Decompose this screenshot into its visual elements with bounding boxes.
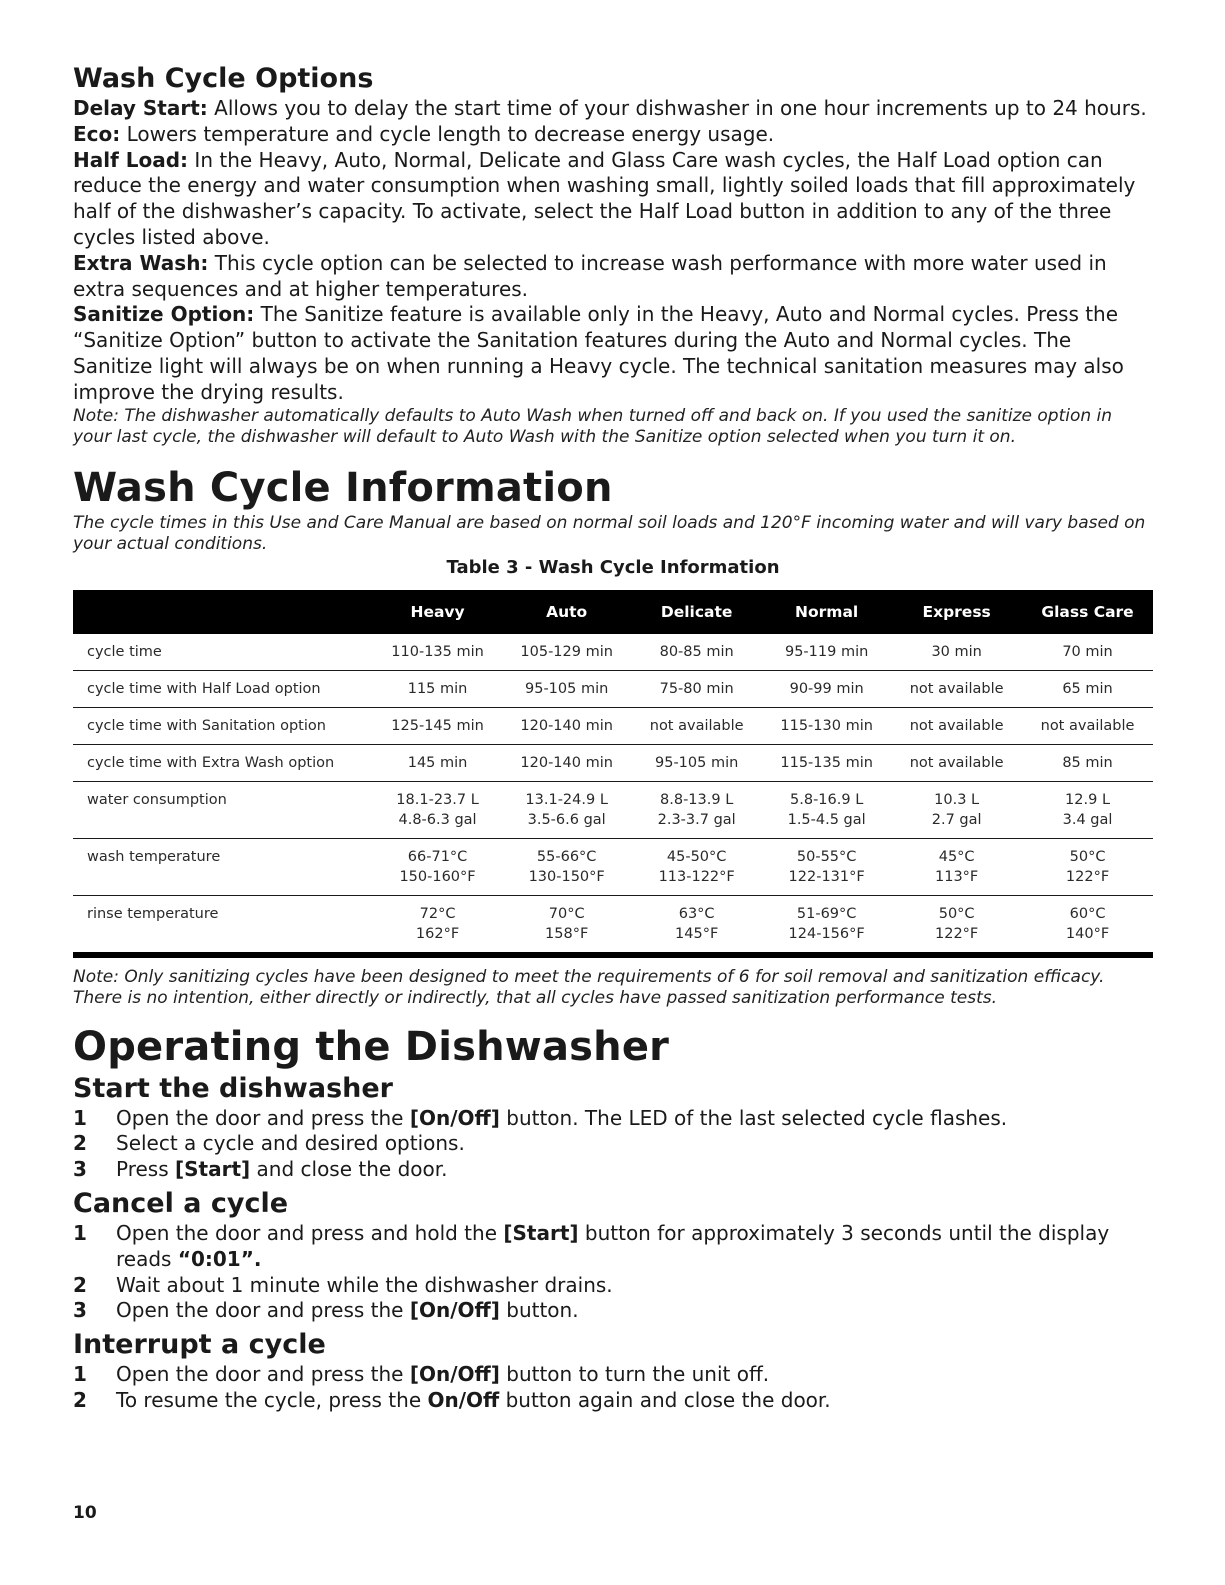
- cell-line: 3.4 gal: [1062, 811, 1113, 828]
- cell-line: 66-71°C: [407, 848, 468, 865]
- table-cell: 95-105 min: [502, 670, 631, 707]
- step-text: and close the door.: [250, 1157, 448, 1182]
- table-cell: 95-119 min: [762, 634, 891, 671]
- interrupt-steps: [73, 1362, 1153, 1414]
- row-label: cycle time with Sanitation option: [73, 707, 373, 744]
- option-label: Extra Wash:: [73, 250, 209, 275]
- step-number: 1: [73, 1220, 87, 1245]
- cell-line: 2.7 gal: [931, 811, 982, 828]
- table-cell: 115-130 min: [762, 707, 891, 744]
- cell-line: 70°C: [548, 905, 585, 922]
- table-cell: 65 min: [1022, 670, 1153, 707]
- step-number: 2: [73, 1272, 87, 1297]
- cell-line: 63°C: [678, 905, 715, 922]
- cell-line: 162°F: [415, 925, 460, 942]
- table-cell: 115-135 min: [762, 744, 891, 781]
- interrupt-heading: Interrupt a cycle: [73, 1329, 326, 1361]
- info-intro: The cycle times in this Use and Care Manual are based on normal soil loads and 120°F incoming water and will vary based on your actual conditions.: [73, 512, 1146, 555]
- row-label: wash temperature: [73, 838, 373, 895]
- step-item: [73, 1298, 1153, 1324]
- option-label: Sanitize Option:: [73, 302, 255, 327]
- step-item: [73, 1106, 1153, 1132]
- cell-line: 124-156°F: [788, 925, 865, 942]
- step-text: Open the door and press the: [116, 1362, 410, 1387]
- table-cell: 30 min: [891, 634, 1022, 671]
- table-cell: [373, 895, 502, 955]
- step-button-ref: [On/Off]: [409, 1362, 500, 1387]
- step-button-ref: [Start]: [503, 1220, 579, 1245]
- options-note: Note: The dishwasher automatically defaults to Auto Wash when turned off and back on. If you used the sanitize option in your last cycle, the dishwasher will default to Auto Wash with the Sanitize option selected when you turn it on.: [73, 405, 1113, 448]
- step-button-ref: On/Off: [427, 1387, 500, 1412]
- table-cell: [631, 895, 762, 955]
- step-button-ref: “0:01”.: [177, 1246, 262, 1271]
- cell-line: 72°C: [419, 905, 456, 922]
- step-number: 3: [73, 1157, 87, 1182]
- table-row: [73, 838, 1153, 895]
- step-item: [73, 1157, 1153, 1183]
- table-row: [73, 670, 1153, 707]
- table-cell: [502, 838, 631, 895]
- step-number: 1: [73, 1105, 87, 1130]
- option-text: In the Heavy, Auto, Normal, Delicate and Glass Care wash cycles, the Half Load option can reduce the energy and water consumption when washing small, lightly soiled loads that fill approximately half of the dishwasher’s capacity. To activate, select the Half Load button in addition to any of the three cycles listed above.: [73, 147, 1136, 249]
- delay-start-option: [73, 96, 1153, 122]
- table-caption: Table 3 - Wash Cycle Information: [446, 556, 780, 578]
- step-number: 2: [73, 1131, 87, 1156]
- cell-line: 145°F: [675, 925, 719, 942]
- table-row: [73, 634, 1153, 671]
- cell-line: 51-69°C: [796, 905, 857, 922]
- cell-line: 122°F: [935, 925, 979, 942]
- start-heading: Start the dishwasher: [73, 1072, 393, 1104]
- cell-line: 140°F: [1065, 925, 1110, 942]
- cell-line: 45°C: [938, 848, 975, 865]
- table-cell: [502, 895, 631, 955]
- table-cell: [373, 838, 502, 895]
- row-label: rinse temperature: [73, 895, 373, 955]
- wash-cycle-table: [73, 590, 1153, 958]
- cell-line: 2.3-3.7 gal: [657, 811, 736, 828]
- table-cell: not available: [891, 670, 1022, 707]
- table-cell: 145 min: [373, 744, 502, 781]
- cell-line: 8.8-13.9 L: [660, 791, 734, 808]
- table-cell: [891, 781, 1022, 838]
- half-load-option: [73, 148, 1153, 251]
- table-cell: [631, 781, 762, 838]
- step-item: [73, 1388, 1153, 1414]
- step-number: 2: [73, 1387, 87, 1412]
- cell-line: 122-131°F: [788, 868, 865, 885]
- row-label: cycle time with Extra Wash option: [73, 744, 373, 781]
- sanitize-option: [73, 302, 1153, 405]
- step-text: button again and close the door.: [499, 1387, 831, 1412]
- table-cell: not available: [1022, 707, 1153, 744]
- option-text: This cycle option can be selected to increase wash performance with more water used in extra sequences and at higher temperatures.: [73, 250, 1107, 301]
- option-label: Eco:: [73, 121, 121, 146]
- table-row: [73, 781, 1153, 838]
- table-row: [73, 744, 1153, 781]
- cancel-heading: Cancel a cycle: [73, 1187, 289, 1219]
- cell-line: 158°F: [545, 925, 589, 942]
- cell-line: 122°F: [1065, 868, 1110, 885]
- header-express: Express: [891, 590, 1022, 634]
- cell-line: 18.1-23.7 L: [396, 791, 479, 808]
- table-cell: [1022, 781, 1153, 838]
- cell-line: 113°F: [935, 868, 979, 885]
- option-label: Delay Start:: [73, 96, 208, 120]
- table-cell: 80-85 min: [631, 634, 762, 671]
- cell-line: 130-150°F: [528, 868, 605, 885]
- info-heading: Wash Cycle Information: [73, 464, 613, 511]
- step-text: button. The LED of the last selected cycle flashes.: [499, 1105, 1008, 1130]
- step-text: button to turn the unit off.: [499, 1362, 770, 1387]
- cell-line: 13.1-24.9 L: [525, 791, 608, 808]
- options-heading: Wash Cycle Options: [73, 63, 374, 94]
- option-label: Half Load:: [73, 147, 189, 172]
- step-text: Press: [116, 1157, 175, 1182]
- step-item: [73, 1131, 1153, 1157]
- cell-line: 5.8-16.9 L: [790, 791, 864, 808]
- start-steps: [73, 1106, 1153, 1183]
- step-text: Open the door and press the: [116, 1105, 410, 1130]
- table-cell: 120-140 min: [502, 744, 631, 781]
- step-text: button for approximately 3 seconds until the display reads: [116, 1220, 1110, 1271]
- step-number: 1: [73, 1362, 87, 1387]
- option-text: The Sanitize feature is available only in the Heavy, Auto and Normal cycles. Press the “Sanitize Option” button to activate the Sanitation features during the Auto and Normal cycles. The Sanitize light will always be on when running a Heavy cycle. The technical sanitation measures may also improve the drying results.: [73, 302, 1124, 404]
- cancel-steps: [73, 1221, 1153, 1324]
- step-text: To resume the cycle, press the: [116, 1387, 428, 1412]
- cell-line: 1.5-4.5 gal: [787, 811, 866, 828]
- step-text: button.: [499, 1298, 579, 1323]
- cell-line: 3.5-6.6 gal: [527, 811, 606, 828]
- step-text: Select a cycle and desired options.: [116, 1131, 465, 1156]
- option-text: Allows you to delay the start time of your dishwasher in one hour increments up to 24 hours.: [207, 96, 1147, 120]
- cell-line: 50°C: [1069, 848, 1106, 865]
- table-note: Note: Only sanitizing cycles have been designed to meet the requirements of 6 for soil removal and sanitization efficacy. There is no intention, either directly or indirectly, that all cycles have passed sanitization performance tests.: [73, 966, 1105, 1009]
- operating-heading: Operating the Dishwasher: [73, 1023, 670, 1070]
- step-text: Wait about 1 minute while the dishwasher drains.: [116, 1272, 613, 1297]
- table-cell: 95-105 min: [631, 744, 762, 781]
- table-row: [73, 895, 1153, 955]
- table-cell: not available: [891, 707, 1022, 744]
- table-cell: [762, 895, 891, 955]
- table-cell: 75-80 min: [631, 670, 762, 707]
- table-cell: 110-135 min: [373, 634, 502, 671]
- step-button-ref: [On/Off]: [409, 1298, 500, 1323]
- step-item: [73, 1362, 1153, 1388]
- header-auto: Auto: [502, 590, 631, 634]
- option-text: Lowers temperature and cycle length to decrease energy usage.: [120, 121, 775, 146]
- table-cell: 120-140 min: [502, 707, 631, 744]
- header-normal: Normal: [762, 590, 891, 634]
- cell-line: 55-66°C: [536, 848, 597, 865]
- table-row: [73, 707, 1153, 744]
- cell-line: 150-160°F: [399, 868, 476, 885]
- table-cell: 90-99 min: [762, 670, 891, 707]
- table-cell: 125-145 min: [373, 707, 502, 744]
- manual-page: [73, 62, 1153, 1414]
- table-cell: [373, 781, 502, 838]
- step-text: Open the door and press and hold the: [116, 1220, 504, 1245]
- step-item: [73, 1273, 1153, 1299]
- cell-line: 50-55°C: [796, 848, 857, 865]
- step-number: 3: [73, 1298, 87, 1323]
- table-cell: [502, 781, 631, 838]
- step-item: [73, 1221, 1153, 1273]
- table-header-row: [73, 590, 1153, 634]
- table-cell: not available: [631, 707, 762, 744]
- page-number: 10: [73, 1503, 97, 1523]
- table-cell: 115 min: [373, 670, 502, 707]
- cell-line: 10.3 L: [934, 791, 980, 808]
- table-cell: [631, 838, 762, 895]
- table-cell: 85 min: [1022, 744, 1153, 781]
- step-button-ref: [Start]: [175, 1157, 251, 1182]
- header-glass-care: Glass Care: [1022, 590, 1153, 634]
- eco-option: [73, 122, 1153, 148]
- table-cell: [762, 838, 891, 895]
- table-cell: [1022, 895, 1153, 955]
- cell-line: 113-122°F: [658, 868, 735, 885]
- table-cell: [891, 838, 1022, 895]
- table-cell: [891, 895, 1022, 955]
- table-cell: [762, 781, 891, 838]
- extra-wash-option: [73, 251, 1153, 303]
- table-cell: not available: [891, 744, 1022, 781]
- cell-line: 45-50°C: [666, 848, 727, 865]
- table-cell: 105-129 min: [502, 634, 631, 671]
- row-label: cycle time: [73, 634, 373, 671]
- step-button-ref: [On/Off]: [409, 1105, 500, 1130]
- cell-line: 50°C: [938, 905, 975, 922]
- header-heavy: Heavy: [373, 590, 502, 634]
- cell-line: 12.9 L: [1065, 791, 1111, 808]
- row-label: water consumption: [73, 781, 373, 838]
- header-blank: [73, 590, 373, 634]
- table-cell: 70 min: [1022, 634, 1153, 671]
- table-cell: [1022, 838, 1153, 895]
- cell-line: 60°C: [1069, 905, 1106, 922]
- cell-line: 4.8-6.3 gal: [398, 811, 477, 828]
- step-text: Open the door and press the: [116, 1298, 410, 1323]
- row-label: cycle time with Half Load option: [73, 670, 373, 707]
- header-delicate: Delicate: [631, 590, 762, 634]
